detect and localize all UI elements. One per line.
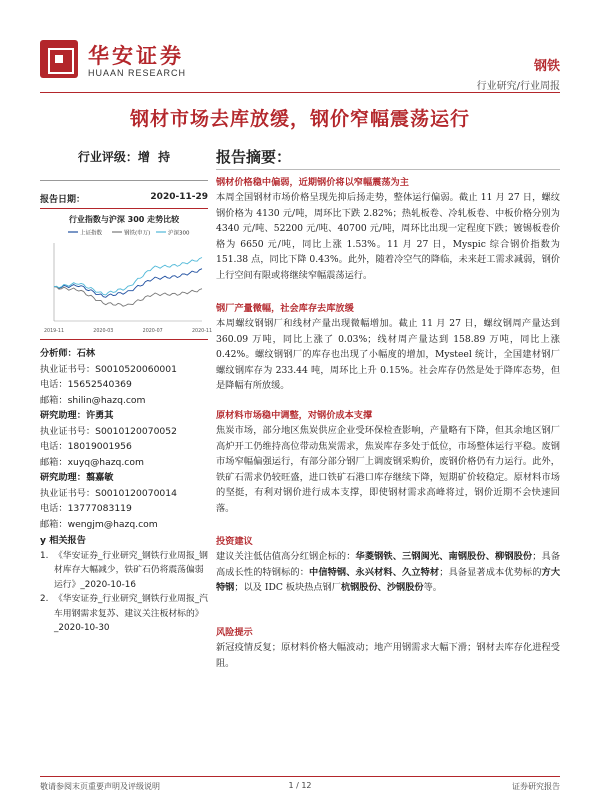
series-line [54,287,202,307]
related-report-text: 《华安证券_行业研究_钢铁行业周报_汽车用钢需求复苏、建议关注板材标的》_2020-10-30 [54,594,208,633]
contact-license [40,486,208,502]
section-risk [216,626,560,671]
footer-divider [40,776,560,777]
legend-label: 沪深300 [168,230,190,237]
section-title: 投资建议 [216,536,253,547]
related-report-number: 2. [40,594,49,604]
related-report-item[interactable] [40,592,208,636]
contact-phone [40,377,208,393]
contact-text: 电话： [40,379,68,390]
contact-text: 执业证书号： [40,425,96,437]
industry-rating [40,148,208,165]
section-investment [216,535,560,596]
rating-label: 行业评级： [77,150,138,164]
contact-text: 邮箱： [40,456,68,468]
contact-role [40,470,208,486]
x-tick-label: 2020-03 [93,329,114,334]
contact-text: 执业证书号： [40,487,96,499]
x-tick-label: 2020-11 [191,329,213,334]
section-body [216,549,560,596]
section-raw-material [216,409,560,516]
contact-text: 邮箱： [40,518,68,530]
stock-pick: 杭钢股份、沙钢股份 [340,582,424,593]
section-body: 新冠疫情反复；原材料价格大幅波动；地产用钢需求大幅下滑；钢材去库存化进程受阻。 [216,642,560,669]
x-tick-label: 2019-11 [43,329,65,334]
related-report-number: 1. [40,550,49,561]
section-title: 钢厂产量微幅，社会库存去库放缓 [216,303,354,314]
contact-text: 13777083119 [67,503,132,514]
contact-email[interactable] [40,517,208,533]
stock-pick: 中信特钢、永兴材料、久立特材 [309,566,440,578]
contact-text: 研究助理： [40,410,86,421]
rating-divider [40,180,208,181]
chart-svg [40,225,213,337]
contact-text: S0010520060001 [95,363,177,375]
contacts [40,346,208,636]
report-title: 钢材市场去库放缓，钢价窄幅震荡运行 [129,108,470,130]
contact-email[interactable] [40,393,208,409]
contact-text: 分析师： [40,348,77,359]
logo-english: HUAAN RESEARCH [88,68,187,78]
contact-phone [40,501,208,517]
huaan-logo-icon [40,40,78,78]
contact-role [40,408,208,424]
contact-text: S0010120070014 [95,487,177,499]
legend-label: 钢铁(申万) [124,230,151,237]
index-chart [40,208,213,340]
page-number: 1 / 12 [288,781,312,790]
contact-text: 18019001956 [67,441,132,452]
date-label: 报告日期： [40,195,86,205]
contact-text: 翦嘉敏 [85,472,114,483]
contact-text: 许勇其 [85,410,114,421]
contact-text: 邮箱： [40,394,68,406]
contact-license [40,362,208,378]
stock-pick: 方大特钢 [216,566,561,593]
summary-heading: 报告摘要： [216,148,292,166]
date-value: 2020-11-29 [150,192,208,202]
contact-role [40,346,208,362]
rating-value: 增 持 [137,150,171,164]
related-report-text: 《华安证券_行业研究_钢铁行业周报_钢材库存大幅减少，铁矿石仍将震荡偏弱运行》_2020-10-16 [54,550,208,590]
header-divider [40,92,560,93]
report-date [40,192,208,205]
footer-report-label: 证券研究报告 [512,782,560,791]
investment-text: 建议关注低估值高分红钢企标的： [216,551,356,562]
industry-label: 钢铁 [533,59,560,74]
section-output [216,302,560,394]
legend-label: 上证指数 [80,230,103,237]
section-price [216,176,560,283]
contact-text: 电话： [40,503,68,514]
contact-text: S0010120070052 [95,425,177,437]
contact-text: xuyq@hazq.com [67,456,144,468]
related-report-item[interactable] [40,549,208,593]
section-title: 风险提示 [216,627,253,638]
contact-text: 电话： [40,441,68,452]
summary-divider [216,169,560,170]
contact-email[interactable] [40,455,208,471]
section-body: 本周螺纹钢钢厂和线材产量出现微幅增加。截止 11 月 27 日，螺纹钢周产量达到 360.09 万吨，同比上涨了 0.03%；线材周产量达到 158.89 万吨，同比上涨 0.42%。螺纹钢钢厂的库存也出现了小幅度的增加，Mysteel 统计，全国建材钢厂螺纹钢库存为 233.44 吨，周环比上升 0.15%。社会库存仍然是处于降库态势，但是降幅有所放缓。 [216,318,560,391]
section-body: 焦炭市场，部分地区焦炭供应企业受环保检查影响，产量略有下降，但其余地区钢厂高炉开工仍维持高位带动焦炭需求，焦炭库存多处于低位，市场整体运行平稳。废钢市场窄幅偏强运行，有部分部分钢厂上调废钢采购价，废钢价格仍有力运行。此外，铁矿石需求仍较旺盛，进口铁矿石港口库存继续下降，短期矿价较稳定。原材料市场的坚挺，有利对钢价进行成本支撑，即使钢材需求高峰将过，钢价近期不会快速回落。 [216,425,560,514]
logo-chinese: 华安证券 [88,44,184,68]
x-tick-label: 2020-07 [142,329,163,334]
contact-text: 石林 [76,348,96,359]
section-title: 原材料市场稳中调整，对钢价成本支撑 [216,410,373,421]
contact-text: wengjm@hazq.com [67,518,158,530]
investment-text: 等。 [423,582,442,593]
footer-disclaimer: 敬请参阅末页重要声明及评级说明 [40,782,160,791]
contact-license [40,424,208,440]
section-body: 本周全国钢材市场价格呈现先抑后扬走势，整体运行偏弱。截止 11 月 27 日，螺纹钢价格为 4130 元/吨，周环比下跌 2.82%；热轧板卷、冷轧板卷、中板价格分别为 4340 元/吨、52200 元/吨、40700 元/吨，周环比出现一定程度下跌；镀锡板卷价格为 6650 元/吨，同比上涨 1.53%。11 月 27 日，Myspic 综合钢价指数为 151.38 点，同比下降 0.43%。此外，随着冷空气的降临，未来赶工需求减弱，钢价上行空间有限或将继续窄幅震荡运行。 [216,192,560,281]
contact-text: shilin@hazq.com [67,394,146,406]
investment-text: ；具备高成长性的特钢标的： [216,551,561,578]
investment-text: ；具备显著成本优势标的 [439,566,542,578]
stock-pick: 华菱钢铁、三钢闽光、南钢股份、柳钢股份 [355,551,533,562]
contact-text: 执业证书号： [40,363,96,375]
contact-text: 研究助理： [40,472,86,483]
contact-text: 15652540369 [67,379,132,390]
contact-phone [40,439,208,455]
report-type: 行业研究/行业周报 [476,81,560,92]
related-reports [40,549,208,636]
series-line [54,269,202,298]
section-title: 钢材价格稳中偏弱，近期钢价将以窄幅震荡为主 [216,177,409,188]
related-reports-title: y 相关报告 [40,535,86,546]
investment-text: ；以及 IDC 板块热点钢厂 [234,582,341,593]
chart-title: 行业指数与沪深 300 走势比较 [68,215,180,224]
